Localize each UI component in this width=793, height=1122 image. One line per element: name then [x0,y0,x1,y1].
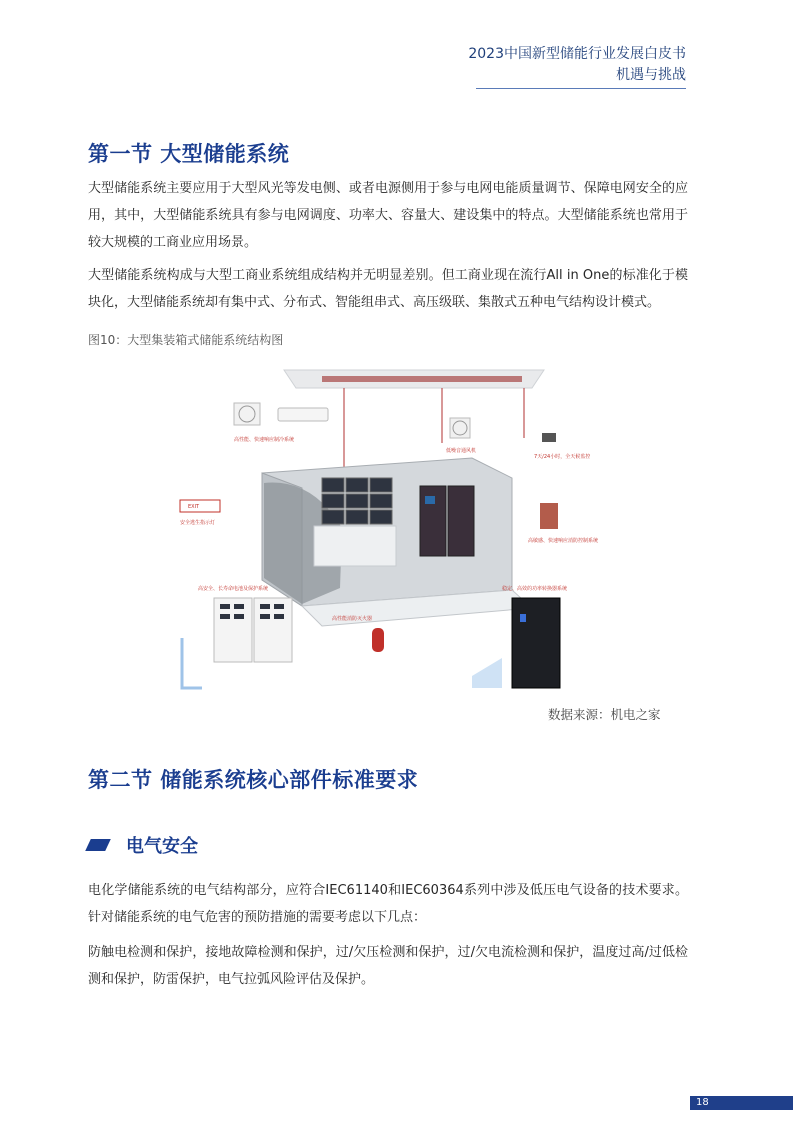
header-subtitle: 机遇与挑战 [616,67,686,83]
section2-title: 第二节 储能系统核心部件标准要求 [88,768,419,792]
section2-paragraph-2: 防触电检测和保护，接地故障检测和保护，过/欠压检测和保护，过/欠电流检测和保护，温度过高/过低检测和保护，防雷保护，电气拉弧风险评估及保护。 [88,945,688,987]
header-divider [476,88,686,89]
section1-paragraph-1: 大型储能系统主要应用于大型风光等发电侧、或者电源侧用于参与电网电能质量调节、保障电网安全的应用，其中，大型储能系统具有参与电网调度、功率大、容量大、建设集中的特点。大型储能系统也常用于较大规模的工商业应用场景。 [88,181,688,250]
section1-paragraph-2: 大型储能系统构成与大型工商业系统组成结构并无明显差别。但工商业现在流行All in One的标准化于模块化，大型储能系统却有集中式、分布式、智能组串式、高压级联、集散式五种电气结构设计模式。 [88,268,688,310]
label-exit: 安全逃生指示灯 [180,520,216,526]
label-battery: 高安全、长寿命电池及保护系统 [198,586,269,592]
label-pcs: 稳定、高效的功率转换器系统 [502,586,568,592]
parallelogram-bullet-icon [85,839,111,851]
label-hvac: 高性能、快速响应制冷系统 [234,437,295,443]
section2-paragraph-1: 电化学储能系统的电气结构部分，应符合IEC61140和IEC60364系列中涉及低压电气设备的技术要求。针对储能系统的电气危害的预防措施的需要考虑以下几点： [88,883,688,925]
exit-sign-text: EXIT [188,504,200,510]
section1-title: 第一节 大型储能系统 [88,142,290,166]
label-fire-control: 高敏感、快速响应消防控制系统 [528,538,599,544]
label-monitor: 7天/24小时，全天候监控 [534,454,591,460]
container-storage-diagram [172,358,612,698]
header-title: 2023中国新型储能行业发展白皮书 [468,46,686,62]
page-number: 18 [690,1096,793,1110]
figure-source: 数据来源：机电之家 [548,707,661,722]
subsection-title: 电气安全 [126,836,198,857]
running-header [468,44,686,86]
figure-caption: 图10：大型集装箱式储能系统结构图 [88,333,284,347]
label-fan: 低噪音通风机 [446,448,477,454]
subsection-heading [88,832,198,858]
label-extinguisher: 高性能消防灭火器 [332,616,373,622]
